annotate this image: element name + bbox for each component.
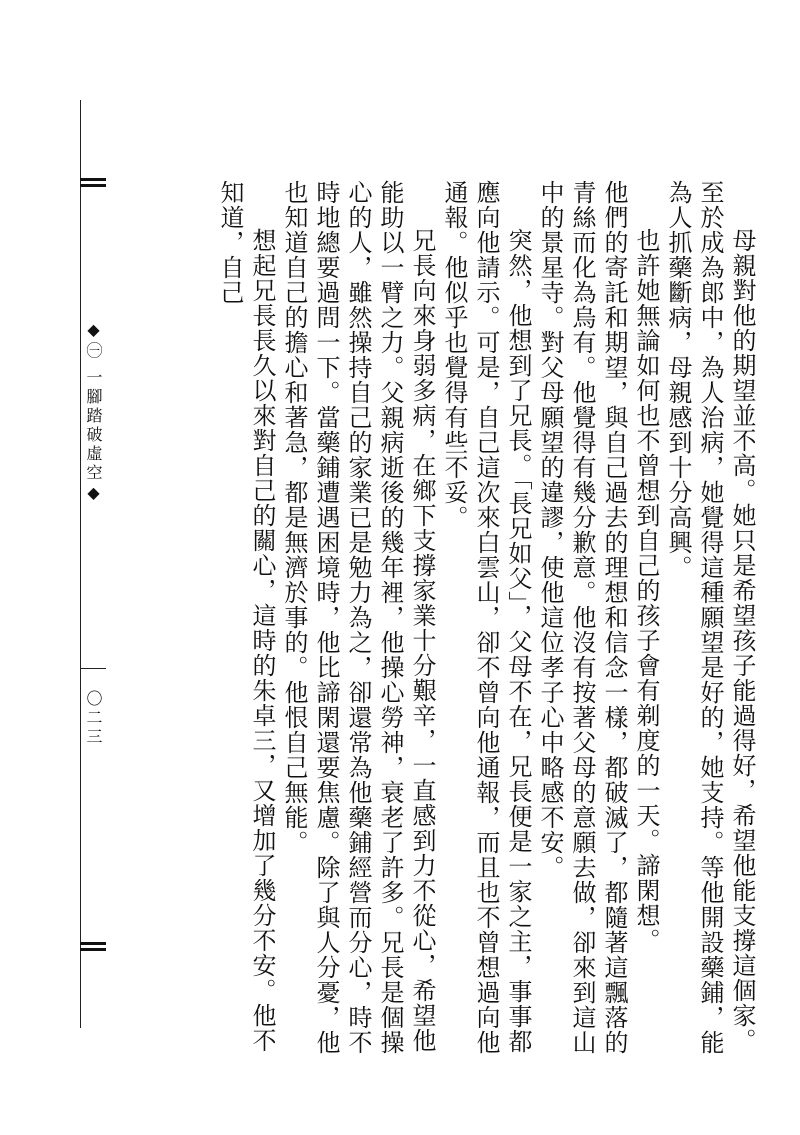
paragraph-2: 也許她無論如何也不曾想到自己的孩子會有剃度的一天。諦閑想。 <box>632 228 660 953</box>
margin-rule <box>80 100 81 1028</box>
margin-mark-bottom <box>80 942 106 951</box>
page-number: 〇二三 <box>84 690 103 747</box>
running-head: ◆㊀ 一腳踏破虛空◆ <box>84 320 103 506</box>
margin-mark-top <box>80 178 106 187</box>
paragraph-3: 他們的寄託和期望，與自己過去的理想和信念一樣，都破滅了，都隨著這飄落的青絲而化為烏有。他覺得有幾分歉意。他沒有按著父母的意願去做，卻來到這山中的景星寺。對父母願望的違謬，使他這位孝子心中略感不安。 <box>536 180 628 1055</box>
paragraph-4: 突然，他想到了兄長。「長兄如父」，父母不在，兄長便是一家之主，事事都應向他請示。可是，自己這次來白雲山，卻不曾向他通報，而且也不曾想過向他通報。他似乎也覺得有些不妥。 <box>440 180 532 1055</box>
paragraph-5: 兄長向來身弱多病，在鄉下支撐家業十分艱辛，一直感到力不從心，希望他能助以一臂之力。父親病逝後的幾年裡，他操心勞神，衰老了許多。兄長是個操心的人，雖然操持自己的家業已是勉力為之，卻還常為他藥鋪經營而分心，時不時地總要過問一下。當藥鋪遭遇困境時，他比諦閑還要焦慮。除了與人分憂，他也知道自己的擔心和著急，都是無濟於事的。他恨自己無能。 <box>280 180 436 1055</box>
paragraph-1: 母親對他的期望並不高。她只是希望孩子能過得好，希望他能支撐這個家。至於成為郎中，為人治病，她覺得這種願望是好的，她支持。等他開設藥鋪，能為人抓藥斷病，母親感到十分高興。 <box>664 180 756 1055</box>
body-text <box>118 180 758 1060</box>
paragraph-6: 想起兄長長久以來對自己的關心，這時的朱卓三，又增加了幾分不安。他不知道，自己 <box>216 180 276 1053</box>
margin-tick <box>80 668 106 669</box>
